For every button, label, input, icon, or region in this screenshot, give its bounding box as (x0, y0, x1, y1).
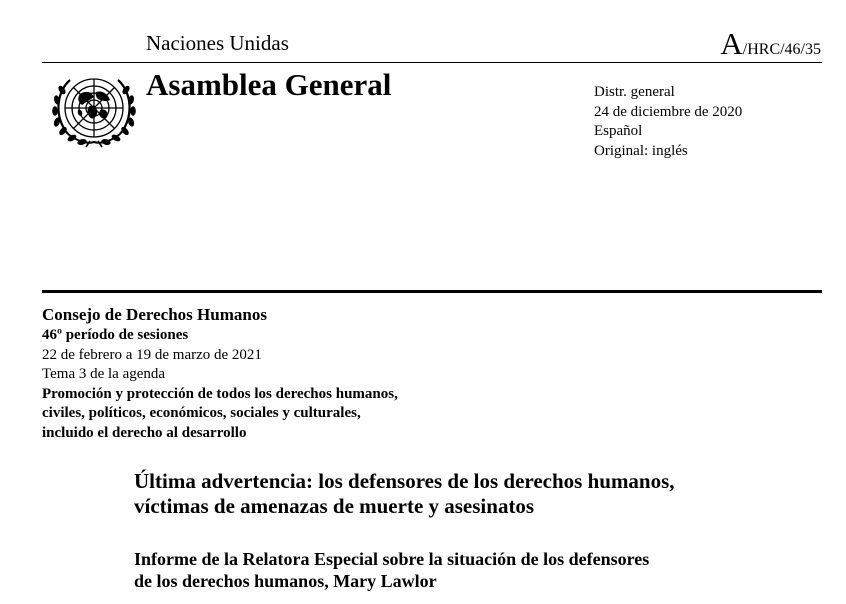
assembly-title: Asamblea General (146, 67, 392, 102)
document-symbol (720, 27, 821, 67)
document-title-line: víctimas de amenazas de muerte y asesinatos (134, 494, 535, 518)
session-line (42, 326, 398, 346)
un-emblem-icon (50, 72, 138, 148)
agenda-title-line: Promoción y protección de todos los derechos humanos, (42, 385, 398, 402)
distribution-type: Distr. general (594, 84, 675, 100)
council-block (42, 304, 398, 443)
session-number: 46 (42, 327, 57, 343)
organization-name: Naciones Unidas (146, 31, 289, 55)
section-rule (42, 290, 822, 293)
session-label: período de sesiones (61, 327, 189, 343)
document-language: Español (594, 123, 643, 139)
report-subtitle-line: de los derechos humanos, Mary Lawlor (134, 571, 437, 591)
distribution-block (594, 83, 742, 161)
document-title-line: Última advertencia: los defensores de los derechos humanos, (134, 469, 675, 493)
report-subtitle (134, 548, 649, 592)
agenda-item: Tema 3 de la agenda (42, 366, 166, 382)
agenda-title-line: civiles, políticos, económicos, sociales y culturales, (42, 405, 361, 421)
distribution-date: 24 de diciembre de 2020 (594, 103, 743, 120)
agenda-title-line: incluido el derecho al desarrollo (42, 424, 247, 441)
document-title (134, 469, 675, 519)
session-superscript: º (57, 327, 62, 343)
document-symbol-prefix: A (720, 26, 743, 61)
header-rule (42, 62, 822, 63)
document-symbol-code: /HRC/46/35 (742, 41, 821, 58)
report-subtitle-line: Informe de la Relatora Especial sobre la situación de los defensores (134, 549, 650, 569)
council-name: Consejo de Derechos Humanos (42, 305, 267, 324)
session-dates: 22 de febrero a 19 de marzo de 2021 (42, 346, 262, 363)
original-language: Original: inglés (594, 142, 688, 159)
